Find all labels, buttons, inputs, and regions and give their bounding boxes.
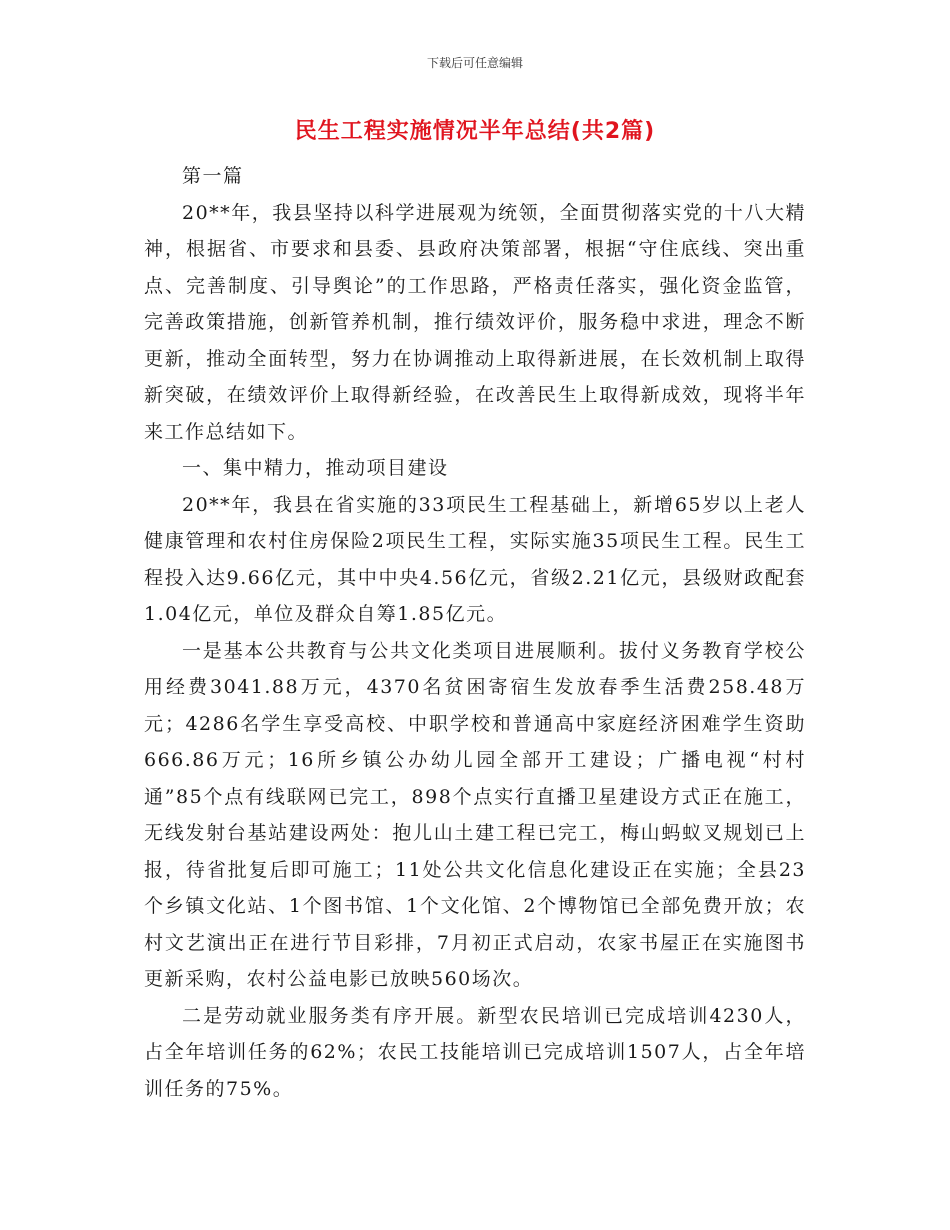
section-heading-project-construction: 一、集中精力，推动项目建设 [182,457,449,479]
education-culture-paragraph: 一是基本公共教育与公共文化类项目进展顺利。拔付义务教育学校公用经费3041.88万元，4370名贫困寄宿生发放春季生活费258.48万元；4286名学生享受高校、中职学校和普通高中家庭经济困难学生资助666.86万元；16所乡镇公办幼儿园全部开工建设；广播电视“村村通”85个点有线联网已完工，898个点实行直播卫星建设方式正在施工，无线发射台基站建设两处：抱儿山土建工程已完工，梅山蚂蚁叉规划已上报，待省批复后即可施工；11处公共文化信息化建设正在实施；全县23个乡镇文化站、1个图书馆、1个文化馆、2个博物馆已全部免费开放；农村文艺演出正在进行节目彩排，7月初正式启动，农家书屋正在实施图书更新采购，农村公益电影已放映560场次。 [144,639,806,990]
document-body [144,158,806,1107]
document-title: 民生工程实施情况半年总结(共2篇) [294,119,656,144]
intro-paragraph: 20**年，我县坚持以科学进展观为统领，全面贯彻落实党的十八大精神，根据省、市要求和县委、县政府决策部署，根据“守住底线、突出重点、完善制度、引导舆论”的工作思路，严格责任落实，强化资金监管，完善政策措施，创新管养机制，推行绩效评价，服务稳中求进，理念不断更新，推动全面转型，努力在协调推动上取得新进展，在长效机制上取得新突破，在绩效评价上取得新经验，在改善民生上取得新成效，现将半年来工作总结如下。 [144,201,806,443]
investment-paragraph: 20**年，我县在省实施的33项民生工程基础上，新增65岁以上老人健康管理和农村住房保险2项民生工程，实际实施35项民生工程。民生工程投入达9.66亿元，其中中央4.56亿元，省级2.21亿元，县级财政配套1.04亿元，单位及群众自筹1.85亿元。 [144,493,806,625]
header-note: 下载后可任意编辑 [426,56,523,70]
employment-paragraph: 二是劳动就业服务类有序开展。新型农民培训已完成培训4230人，占全年培训任务的62%；农民工技能培训已完成培训1507人，占全年培训任务的75%。 [144,1004,806,1100]
section-heading-part-one: 第一篇 [182,165,244,187]
